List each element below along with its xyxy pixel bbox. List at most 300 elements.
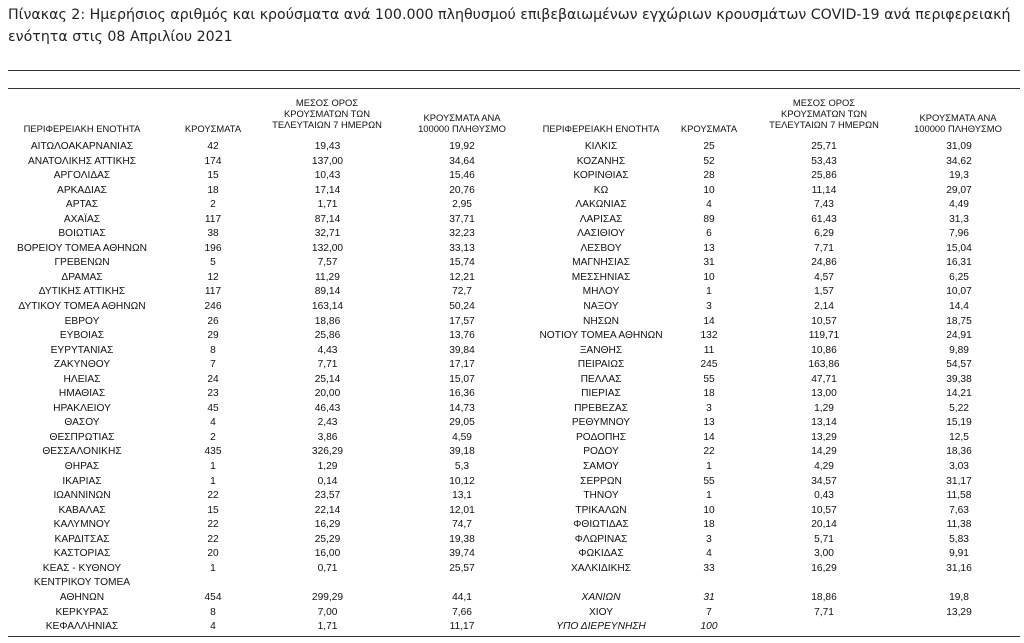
- per100k-cell: 12,5: [949, 431, 969, 443]
- region-cell: ΝΗΣΩΝ: [583, 315, 619, 327]
- region-cell: ΚΑΡΔΙΤΣΑΣ: [54, 533, 110, 545]
- per100k-cell: 18,75: [946, 315, 972, 327]
- cases-cell: 33: [703, 562, 715, 574]
- avg7-cell: 18,86: [314, 315, 341, 327]
- cases-cell: 117: [204, 213, 222, 225]
- per100k-cell: 74,7: [452, 519, 472, 531]
- per100k-cell: 11,38: [946, 519, 972, 531]
- avg7-cell: 17,14: [314, 184, 341, 196]
- per100k-cell: 32,23: [449, 228, 475, 240]
- avg7-cell: 7,00: [317, 606, 338, 618]
- region-cell: ΘΑΣΟΥ: [64, 417, 100, 429]
- per100k-cell: 7,66: [452, 606, 472, 618]
- region-cell: ΤΡΙΚΑΛΩΝ: [575, 504, 627, 516]
- per100k-cell: 14,4: [949, 301, 969, 313]
- cases-cell: 13: [703, 417, 715, 429]
- per100k-cell: 6,25: [949, 271, 969, 283]
- cases-cell: 196: [204, 242, 222, 254]
- region-cell: ΑΡΤΑΣ: [65, 199, 99, 211]
- per100k-cell: 33,13: [449, 242, 475, 254]
- per100k-cell: 31,16: [946, 562, 972, 574]
- table-row: [0, 402, 1024, 417]
- cases-cell: 31: [703, 591, 715, 603]
- region-cell: ΜΕΣΣΗΝΙΑΣ: [571, 271, 631, 283]
- region-cell: ΤΗΝΟΥ: [583, 490, 619, 502]
- region-cell: ΘΗΡΑΣ: [64, 461, 100, 473]
- region-cell: ΚΑΒΑΛΑΣ: [58, 504, 106, 516]
- region-cell: ΚΕΑΣ - ΚΥΘΝΟΥ: [42, 562, 122, 574]
- table-row: [0, 547, 1024, 562]
- table-row: [0, 256, 1024, 271]
- region-cell: ΕΥΡΥΤΑΝΙΑΣ: [50, 344, 114, 356]
- per100k-cell: 44,1: [452, 591, 472, 603]
- per100k-cell: 19,92: [449, 141, 475, 152]
- per100k-cell: 9,89: [949, 344, 969, 356]
- region-cell: ΡΟΔΟΠΗΣ: [575, 431, 627, 443]
- per100k-cell: 17,57: [449, 315, 475, 327]
- cases-cell: 26: [207, 315, 219, 327]
- per100k-cell: 20,76: [449, 184, 475, 196]
- avg7-cell: 10,57: [811, 315, 837, 327]
- per100k-cell: 17,17: [449, 359, 475, 371]
- table-row: [0, 620, 1024, 635]
- region-cell: ΑΝΑΤΟΛΙΚΗΣ ΑΤΤΙΚΗΣ: [27, 155, 137, 167]
- avg7-cell: 61,43: [811, 213, 837, 225]
- region-cell: ΔΥΤΙΚΟΥ ΤΟΜΕΑ ΑΘΗΝΩΝ: [18, 301, 146, 313]
- per100k-cell: 37,71: [449, 213, 475, 225]
- avg7-cell: 0,14: [317, 475, 338, 487]
- per100k-cell: 39,74: [449, 548, 475, 560]
- cases-cell: 18: [207, 184, 219, 196]
- avg7-cell: 2,14: [814, 301, 834, 313]
- region-cell: ΕΒΡΟΥ: [64, 315, 100, 327]
- cases-cell: 6: [706, 228, 712, 240]
- avg7-cell: 13,29: [811, 431, 837, 443]
- avg7-cell: 7,57: [317, 257, 338, 269]
- per100k-cell: 13,1: [452, 490, 472, 502]
- avg7-cell: 47,71: [811, 373, 837, 385]
- header-avg-right: ΜΕΣΟΣ ΟΡΟΣ ΚΡΟΥΣΜΑΤΩΝ ΤΩΝ ΤΕΛΕΥΤΑΙΩΝ 7 ΗΜΕΡΩΝ: [769, 97, 879, 130]
- data-table: [0, 140, 1024, 635]
- region-cell: ΒΟΙΩΤΙΑΣ: [58, 228, 106, 240]
- per100k-cell: 7,63: [949, 504, 969, 516]
- per100k-cell: 39,38: [946, 373, 972, 385]
- avg7-cell: 299,29: [311, 591, 344, 603]
- region-cell: ΥΠΟ ΔΙΕΡΕΥΝΗΣΗ: [556, 621, 646, 633]
- top-rule: [8, 70, 1020, 71]
- region-cell: ΡΕΘΥΜΝΟΥ: [571, 417, 631, 429]
- header-per100k-left: ΚΡΟΥΣΜΑΤΑ ΑΝΑ 100000 ΠΛΗΘΥΣΜΟ: [418, 112, 506, 134]
- cases-cell: 18: [703, 519, 715, 531]
- region-cell: ΠΙΕΡΙΑΣ: [581, 388, 621, 400]
- table-row: [0, 242, 1024, 257]
- per100k-cell: 12,21: [449, 271, 475, 283]
- avg7-cell: 4,57: [814, 271, 834, 283]
- avg7-cell: 3,00: [814, 548, 834, 560]
- region-cell: ΕΥΒΟΙΑΣ: [59, 330, 105, 342]
- region-cell: ΚΕΝΤΡΙΚΟΥ ΤΟΜΕΑ: [33, 577, 131, 589]
- region-cell: ΑΘΗΝΩΝ: [59, 591, 105, 603]
- table-row: [0, 169, 1024, 184]
- table-row: [0, 445, 1024, 460]
- region-cell: ΠΕΛΛΑΣ: [580, 373, 622, 385]
- per100k-cell: 10,07: [946, 286, 972, 298]
- table-row: [0, 140, 1024, 155]
- avg7-cell: 10,86: [811, 344, 837, 356]
- table-row: [0, 285, 1024, 300]
- per100k-cell: 34,64: [449, 155, 475, 167]
- avg7-cell: 0,71: [317, 562, 338, 574]
- cases-cell: 23: [207, 388, 219, 400]
- cases-cell: 52: [703, 155, 715, 167]
- avg7-cell: 4,43: [317, 344, 338, 356]
- cases-cell: 3: [706, 402, 712, 414]
- avg7-cell: 2,43: [317, 417, 338, 429]
- region-cell: ΑΡΚΑΔΙΑΣ: [57, 184, 107, 196]
- cases-cell: 5: [210, 257, 216, 269]
- cases-cell: 24: [207, 373, 219, 385]
- cases-cell: 3: [706, 301, 712, 313]
- per100k-cell: 4,59: [452, 431, 472, 443]
- avg7-cell: 20,00: [314, 388, 341, 400]
- cases-cell: 15: [207, 504, 219, 516]
- per100k-cell: 72,7: [452, 286, 472, 298]
- region-cell: ΘΕΣΣΑΛΟΝΙΚΗΣ: [42, 446, 122, 458]
- header-region-left: ΠΕΡΙΦΕΡΕΙΑΚΗ ΕΝΟΤΗΤΑ: [23, 123, 141, 134]
- avg7-cell: 25,14: [314, 373, 341, 385]
- header-cases-right: ΚΡΟΥΣΜΑΤΑ: [680, 123, 738, 134]
- per100k-cell: 15,19: [946, 417, 972, 429]
- table-row: [0, 300, 1024, 315]
- cases-cell: 22: [703, 446, 715, 458]
- per100k-cell: 15,07: [449, 373, 475, 385]
- cases-cell: 12: [207, 271, 219, 283]
- per100k-cell: 12,01: [449, 504, 475, 516]
- avg7-cell: 1,57: [814, 286, 834, 298]
- header-cases-left: ΚΡΟΥΣΜΑΤΑ: [184, 123, 242, 134]
- region-cell: ΛΕΣΒΟΥ: [580, 242, 622, 254]
- avg7-cell: 16,29: [811, 562, 837, 574]
- avg7-cell: 7,71: [317, 359, 338, 371]
- region-cell: ΚΕΦΑΛΛΗΝΙΑΣ: [45, 621, 119, 633]
- region-cell: ΗΡΑΚΛΕΙΟΥ: [53, 402, 111, 414]
- region-cell: ΧΙΟΥ: [588, 606, 614, 618]
- cases-cell: 7: [210, 359, 216, 371]
- cases-cell: 1: [210, 562, 216, 574]
- per100k-cell: 39,18: [449, 446, 475, 458]
- cases-cell: 31: [703, 257, 715, 269]
- per100k-cell: 7,96: [949, 228, 969, 240]
- per100k-cell: 31,09: [946, 141, 972, 152]
- avg7-cell: 13,14: [811, 417, 837, 429]
- cases-cell: 132: [700, 330, 718, 342]
- avg7-cell: 132,00: [311, 242, 344, 254]
- region-cell: ΠΕΙΡΑΙΩΣ: [577, 359, 625, 371]
- cases-cell: 8: [210, 606, 216, 618]
- avg7-cell: 7,71: [814, 606, 834, 618]
- avg7-cell: 53,43: [811, 155, 837, 167]
- per100k-cell: 10,12: [449, 475, 475, 487]
- cases-cell: 42: [207, 141, 219, 152]
- header-per100k-right: ΚΡΟΥΣΜΑΤΑ ΑΝΑ 100000 ΠΛΗΘΥΣΜΟ: [914, 112, 1002, 134]
- region-cell: ΑΡΓΟΛΙΔΑΣ: [53, 170, 111, 182]
- table-row: [0, 475, 1024, 490]
- region-cell: ΛΑΚΩΝΙΑΣ: [575, 199, 627, 211]
- avg7-cell: 13,00: [811, 388, 837, 400]
- cases-cell: 14: [703, 431, 715, 443]
- avg7-cell: 137,00: [311, 155, 344, 167]
- region-cell: ΗΜΑΘΙΑΣ: [58, 388, 106, 400]
- per100k-cell: 5,22: [949, 402, 969, 414]
- avg7-cell: 163,86: [808, 359, 840, 371]
- region-cell: ΦΛΩΡΙΝΑΣ: [574, 533, 628, 545]
- per100k-cell: 11,17: [449, 621, 475, 633]
- cases-cell: 174: [204, 155, 222, 167]
- per100k-cell: 25,57: [449, 562, 475, 574]
- region-cell: ΣΕΡΡΩΝ: [580, 475, 622, 487]
- region-cell: ΛΑΣΙΘΙΟΥ: [577, 228, 625, 240]
- per100k-cell: 19,3: [949, 170, 969, 182]
- cases-cell: 55: [703, 373, 715, 385]
- avg7-cell: 14,29: [811, 446, 837, 458]
- avg7-cell: 46,43: [314, 402, 341, 414]
- per100k-cell: 50,24: [449, 301, 475, 313]
- region-cell: ΔΥΤΙΚΗΣ ΑΤΤΙΚΗΣ: [38, 286, 126, 298]
- region-cell: ΓΡΕΒΕΝΩΝ: [54, 257, 110, 269]
- avg7-cell: 25,86: [314, 330, 341, 342]
- avg7-cell: 1,71: [317, 621, 338, 633]
- region-cell: ΙΚΑΡΙΑΣ: [62, 475, 102, 487]
- region-cell: ΝΟΤΙΟΥ ΤΟΜΕΑ ΑΘΗΝΩΝ: [539, 330, 663, 342]
- cases-cell: 2: [210, 431, 216, 443]
- table-row: [0, 518, 1024, 533]
- region-cell: ΙΩΑΝΝΙΝΩΝ: [53, 490, 111, 502]
- cases-cell: 1: [706, 461, 712, 473]
- avg7-cell: 16,29: [314, 519, 341, 531]
- cases-cell: 45: [207, 402, 219, 414]
- bottom-rule: [8, 636, 1020, 637]
- cases-cell: 1: [210, 475, 216, 487]
- region-cell: ΜΗΛΟΥ: [582, 286, 620, 298]
- region-cell: ΞΑΝΘΗΣ: [579, 344, 623, 356]
- per100k-cell: 2,95: [452, 199, 472, 211]
- avg7-cell: 10,57: [811, 504, 837, 516]
- avg7-cell: 5,71: [814, 533, 834, 545]
- region-cell: ΒΟΡΕΙΟΥ ΤΟΜΕΑ ΑΘΗΝΩΝ: [17, 242, 147, 254]
- per100k-cell: 5,83: [949, 533, 969, 545]
- cases-cell: 4: [210, 417, 216, 429]
- avg7-cell: 16,00: [314, 548, 341, 560]
- avg7-cell: 25,86: [811, 170, 837, 182]
- per100k-cell: 16,36: [449, 388, 475, 400]
- table-title: Πίνακας 2: Ημερήσιος αριθμός και κρούσματα ανά 100.000 πληθυσμού επιβεβαιωμένων εγχώριων κρουσμάτων COVID-19 ανά περιφερειακή ενότητα στις 08 Απριλίου 2021: [8, 7, 1011, 45]
- avg7-cell: 25,29: [314, 533, 341, 545]
- avg7-cell: 89,14: [314, 286, 341, 298]
- region-cell: ΡΟΔΟΥ: [583, 446, 619, 458]
- per100k-cell: 29,07: [946, 184, 972, 196]
- cases-cell: 15: [207, 170, 219, 182]
- per100k-cell: 5,3: [454, 461, 470, 473]
- avg7-cell: 1,29: [814, 402, 834, 414]
- cases-cell: 22: [207, 533, 219, 545]
- per100k-cell: 9,91: [949, 548, 969, 560]
- avg7-cell: 32,71: [314, 228, 341, 240]
- table-row: [0, 431, 1024, 446]
- cases-cell: 38: [207, 228, 219, 240]
- header-rule: [8, 88, 1020, 89]
- cases-cell: 454: [204, 591, 222, 603]
- table-row: [0, 198, 1024, 213]
- region-cell: ΜΑΓΝΗΣΙΑΣ: [572, 257, 630, 269]
- table-row: [0, 387, 1024, 402]
- cases-cell: 100: [700, 621, 718, 633]
- region-cell: ΔΡΑΜΑΣ: [61, 271, 103, 283]
- per100k-cell: 18,36: [946, 446, 972, 458]
- avg7-cell: 87,14: [314, 213, 341, 225]
- table-row: [0, 562, 1024, 577]
- cases-cell: 4: [706, 199, 712, 211]
- avg7-cell: 326,29: [311, 446, 344, 458]
- table-row: [0, 344, 1024, 359]
- region-cell: ΘΕΣΠΡΩΤΙΑΣ: [49, 431, 115, 443]
- table-row: [0, 504, 1024, 519]
- avg7-cell: 119,71: [808, 330, 840, 342]
- per100k-cell: 14,73: [449, 402, 475, 414]
- cases-cell: 1: [706, 490, 712, 502]
- table-row: [0, 271, 1024, 286]
- table-row: [0, 155, 1024, 170]
- avg7-cell: 22,14: [314, 504, 341, 516]
- header-region-right: ΠΕΡΙΦΕΡΕΙΑΚΗ ΕΝΟΤΗΤΑ: [542, 123, 660, 134]
- avg7-cell: 3,86: [317, 431, 338, 443]
- per100k-cell: 34,62: [946, 155, 972, 167]
- region-cell: ΚΕΡΚΥΡΑΣ: [55, 606, 109, 618]
- per100k-cell: 4,49: [949, 199, 969, 211]
- table-row: [0, 591, 1024, 606]
- region-cell: ΚΟΡΙΝΘΙΑΣ: [573, 170, 629, 182]
- table-row: [0, 416, 1024, 431]
- cases-cell: 18: [703, 388, 715, 400]
- cases-cell: 1: [706, 286, 712, 298]
- per100k-cell: 13,76: [449, 330, 475, 342]
- avg7-cell: 25,71: [811, 141, 837, 152]
- avg7-cell: 10,43: [314, 170, 341, 182]
- table-row: [0, 358, 1024, 373]
- per100k-cell: 14,21: [946, 388, 972, 400]
- region-cell: ΚΩ: [593, 184, 609, 196]
- avg7-cell: 23,57: [314, 490, 341, 502]
- per100k-cell: 13,29: [946, 606, 972, 618]
- avg7-cell: 11,14: [811, 184, 837, 196]
- cases-cell: 55: [703, 475, 715, 487]
- table-row: [0, 227, 1024, 242]
- table-row: [0, 576, 1024, 591]
- avg7-cell: 19,43: [314, 141, 341, 152]
- avg7-cell: 4,29: [814, 461, 834, 473]
- per100k-cell: 19,38: [449, 533, 475, 545]
- cases-cell: 10: [703, 271, 715, 283]
- region-cell: ΦΩΚΙΔΑΣ: [578, 548, 624, 560]
- table-row: [0, 315, 1024, 330]
- table-row: [0, 489, 1024, 504]
- avg7-cell: 34,57: [811, 475, 837, 487]
- region-cell: ΑΧΑΪΑΣ: [63, 213, 101, 225]
- avg7-cell: 20,14: [811, 519, 837, 531]
- per100k-cell: 15,74: [449, 257, 475, 269]
- region-cell: ΦΘΙΩΤΙΔΑΣ: [573, 519, 629, 531]
- cases-cell: 2: [210, 199, 216, 211]
- avg7-cell: 0,43: [814, 490, 834, 502]
- table-row: [0, 213, 1024, 228]
- cases-cell: 11: [703, 344, 715, 356]
- table-row: [0, 329, 1024, 344]
- table-row: [0, 606, 1024, 621]
- cases-cell: 22: [207, 490, 219, 502]
- header-avg-left: ΜΕΣΟΣ ΟΡΟΣ ΚΡΟΥΣΜΑΤΩΝ ΤΩΝ ΤΕΛΕΥΤΑΙΩΝ 7 ΗΜΕΡΩΝ: [272, 97, 382, 130]
- avg7-cell: 1,29: [317, 461, 338, 473]
- region-cell: ΚΟΖΑΝΗΣ: [576, 155, 626, 167]
- per100k-cell: 3,03: [949, 461, 969, 473]
- per100k-cell: 31,3: [949, 213, 969, 225]
- per100k-cell: 29,05: [449, 417, 475, 429]
- cases-cell: 14: [703, 315, 715, 327]
- per100k-cell: 39,84: [449, 344, 475, 356]
- per100k-cell: 11,58: [946, 490, 972, 502]
- region-cell: ΚΙΛΚΙΣ: [584, 141, 618, 152]
- per100k-cell: 19,8: [949, 591, 969, 603]
- cases-cell: 8: [210, 344, 216, 356]
- table-row: [0, 533, 1024, 548]
- per100k-cell: 15,04: [946, 242, 972, 254]
- avg7-cell: 1,71: [317, 199, 338, 211]
- per100k-cell: 54,57: [946, 359, 972, 371]
- per100k-cell: 15,46: [449, 170, 475, 182]
- region-cell: ΛΑΡΙΣΑΣ: [579, 213, 623, 225]
- region-cell: ΝΑΞΟΥ: [583, 301, 619, 313]
- cases-cell: 13: [703, 242, 715, 254]
- cases-cell: 245: [700, 359, 718, 371]
- avg7-cell: 6,29: [814, 228, 834, 240]
- cases-cell: 29: [207, 330, 219, 342]
- cases-cell: 3: [706, 533, 712, 545]
- cases-cell: 10: [703, 504, 715, 516]
- region-cell: ΚΑΣΤΟΡΙΑΣ: [53, 548, 111, 560]
- avg7-cell: 18,86: [811, 591, 837, 603]
- cases-cell: 7: [706, 606, 712, 618]
- region-cell: ΗΛΕΙΑΣ: [63, 373, 101, 385]
- cases-cell: 28: [703, 170, 715, 182]
- region-cell: ΚΑΛΥΜΝΟΥ: [53, 519, 111, 531]
- region-cell: ΧΑΝΙΩΝ: [581, 591, 621, 603]
- cases-cell: 1: [210, 461, 216, 473]
- avg7-cell: 24,86: [811, 257, 837, 269]
- cases-cell: 435: [204, 446, 222, 458]
- cases-cell: 10: [703, 184, 715, 196]
- avg7-cell: 7,71: [814, 242, 834, 254]
- cases-cell: 89: [703, 213, 715, 225]
- cases-cell: 4: [210, 621, 216, 633]
- region-cell: ΑΙΤΩΛΟΑΚΑΡΝΑΝΙΑΣ: [30, 141, 134, 152]
- cases-cell: 4: [706, 548, 712, 560]
- avg7-cell: 163,14: [311, 301, 344, 313]
- avg7-cell: 11,29: [315, 271, 340, 283]
- table-row: [0, 373, 1024, 388]
- per100k-cell: 31,17: [946, 475, 972, 487]
- region-cell: ΠΡΕΒΕΖΑΣ: [574, 402, 628, 414]
- region-cell: ΖΑΚΥΝΘΟΥ: [53, 359, 111, 371]
- region-cell: ΣΑΜΟΥ: [583, 461, 619, 473]
- cases-cell: 25: [703, 141, 715, 152]
